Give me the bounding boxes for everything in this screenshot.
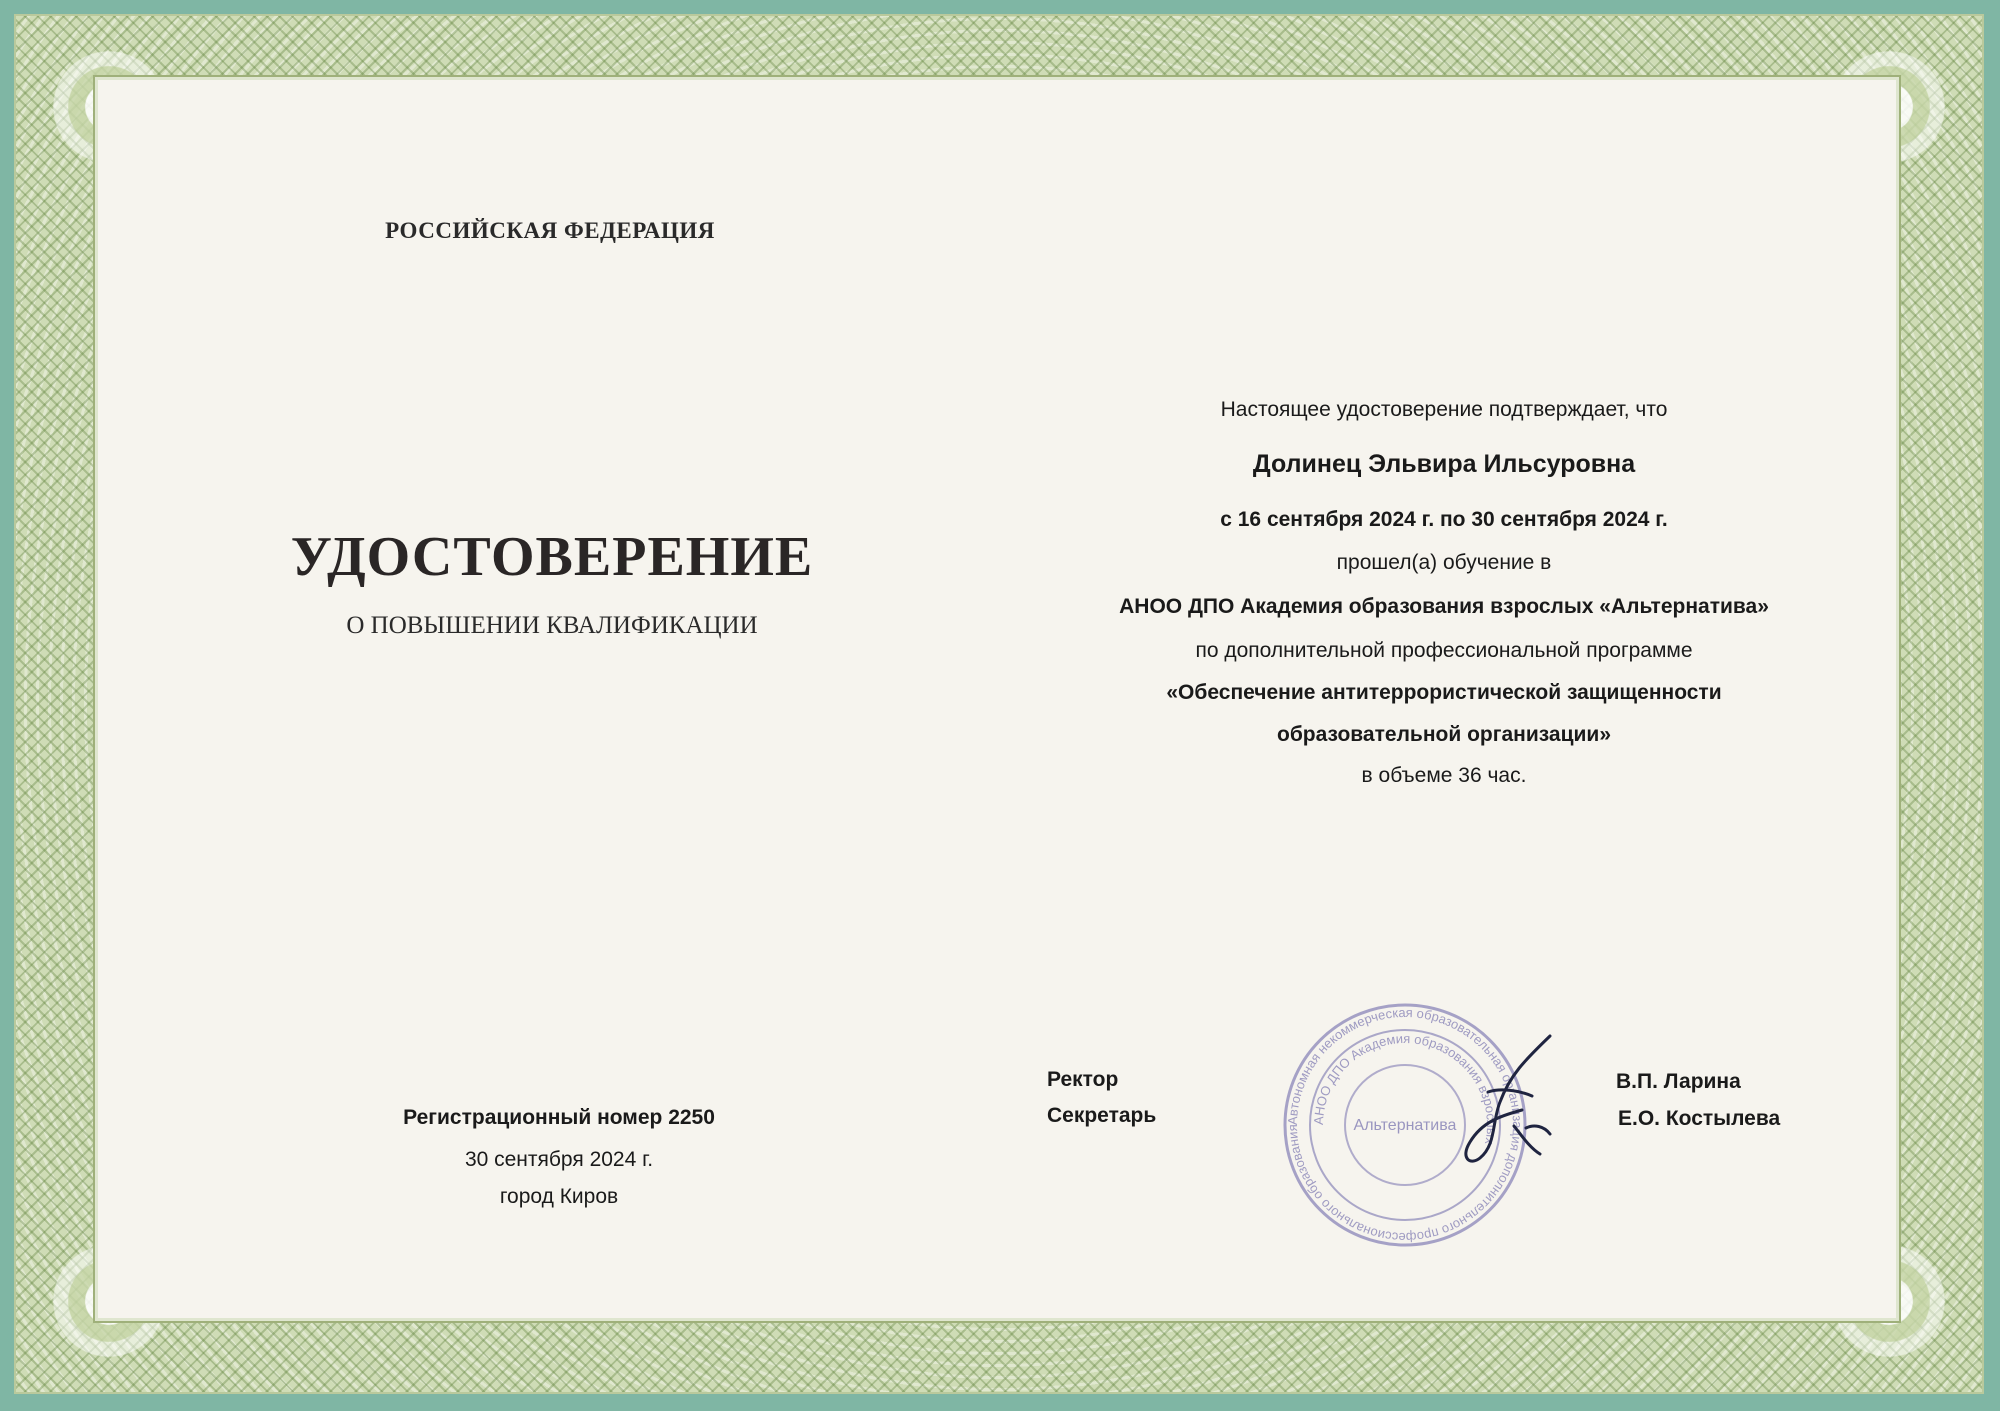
holder-name: Долинец Эльвира Ильсуровна [1252,450,1636,478]
secretary-label: Секретарь [1047,1104,1157,1127]
issue-date: 30 сентября 2024 г. [464,1148,654,1171]
stamp-outer-text: Автономная некоммерческая образовательная организация дополнительного профессионального образования [1284,1004,1526,1246]
program-name-line-2: образовательной организации» [1276,723,1612,746]
training-volume: в объеме 36 час. [1361,764,1527,787]
issue-city: город Киров [499,1185,619,1208]
document-title: УДОСТОВЕРЕНИЕ [290,526,814,588]
organization-name: АНОО ДПО Академия образования взрослых «Альтернатива» [1119,595,1769,618]
stamp-inner-text: АНОО ДПО Академия образования взрослых [1310,1030,1500,1146]
trained-text: прошел(а) обучение в [1336,551,1552,574]
rector-signature [1430,1030,1570,1170]
country-heading: РОССИЙСКАЯ ФЕДЕРАЦИЯ [385,218,715,243]
program-name-line-1: «Обеспечение антитеррористической защищенности [1166,681,1722,704]
document-subtitle: О ПОВЫШЕНИИ КВАЛИФИКАЦИИ [346,612,758,639]
stamp-center-text: Альтернатива [1353,1117,1457,1134]
training-period: с 16 сентября 2024 г. по 30 сентября 2024 г. [1220,508,1668,531]
registration-number: Регистрационный номер 2250 [403,1106,715,1129]
rector-name: В.П. Ларина [1616,1070,1741,1093]
program-intro: по дополнительной профессиональной программе [1195,639,1693,662]
rector-label: Ректор [1047,1068,1119,1091]
secretary-name: Е.О. Костылева [1618,1107,1781,1130]
intro-text: Настоящее удостоверение подтверждает, что [1220,398,1668,421]
